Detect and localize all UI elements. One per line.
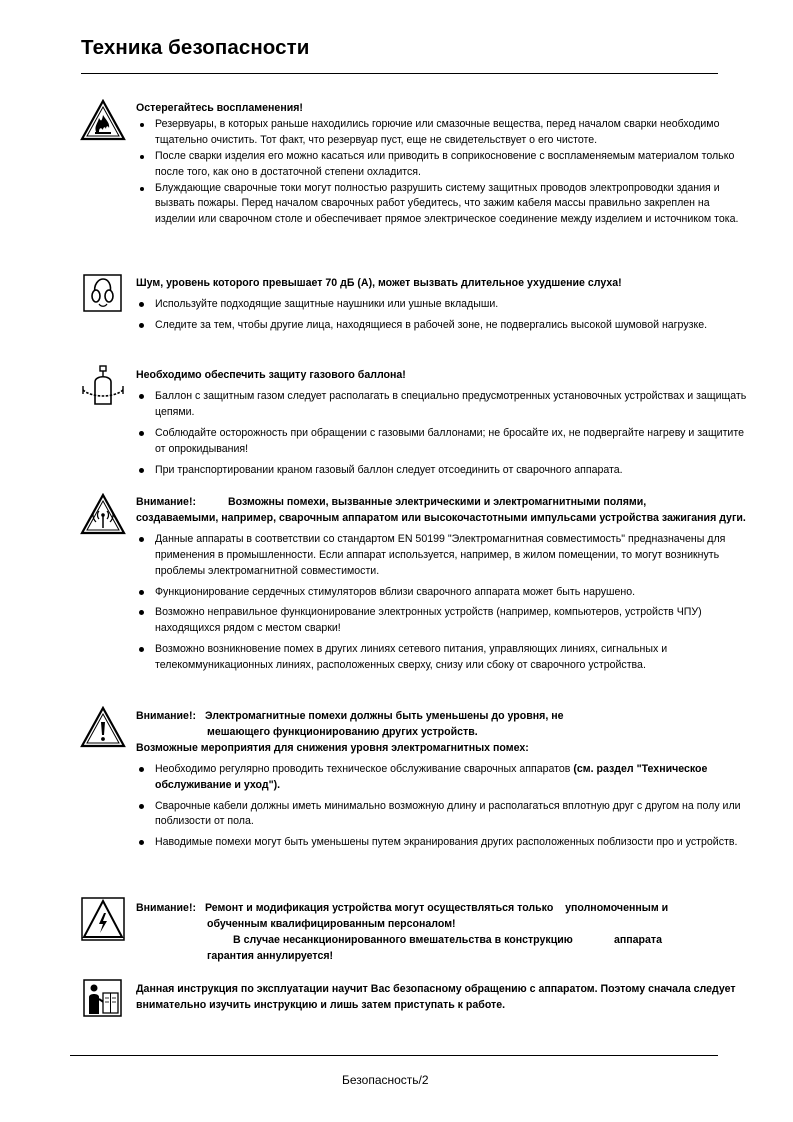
interference-heading-line1: Электромагнитные помехи должны быть уменьшены до уровня, не [205,710,564,722]
page-footer: Безопасность/2 [342,1073,429,1087]
header-divider [81,73,718,74]
gas-heading: Необходимо обеспечить защиту газового баллона! [136,369,406,381]
list-item: При транспортировании краном газовый баллон следует отсоединить от сварочного аппарата. [136,463,748,479]
list-item: Используйте подходящие защитные наушники или ушные вкладыши. [136,297,748,313]
list-item: После сварки изделия его можно касаться или приводить в соприкосновение с воспламеняемым материалом только после того, как оно в достаточной степени охладится. [136,149,748,181]
emf-heading-line1: Возможны помехи, вызванные электрическими и электромагнитными полями, [228,496,647,508]
repair-row-1 [136,901,748,917]
list-item: Резервуары, в которых раньше находились горючие или смазочные вещества, перед началом сварки необходимо тщательно очистить. Тот факт, что резервуар пуст, еще не свидетельствует о его чистоте. [136,117,748,149]
interference-item1-text: Необходимо регулярно проводить техническое обслуживание сварочных аппаратов [155,762,571,775]
repair-line1: Ремонт и модификация устройства могут осуществляться только уполномоченным и [205,902,669,914]
repair-line4: гарантия аннулируется! [207,949,334,962]
repair-line2: обученным квалифицированным персоналом! [207,917,456,930]
fire-section [136,101,748,228]
interference-label: Внимание!: [136,710,197,722]
noise-heading: Шум, уровень которого превышает 70 дБ (А), может вызвать длительное ухудшение слуха! [136,277,622,289]
emf-label: Внимание!: [136,496,197,508]
repair-section [136,901,748,965]
list-item: Наводимые помехи могут быть уменьшены путем экранирования других расположенных поблизости про и устройств. [136,835,748,851]
interference-heading-row [136,709,748,725]
list-item: Соблюдайте осторожность при обращении с газовыми баллонами; не бросайте их, не подвергайте нагреву и защитите от опрокидывания! [136,426,748,458]
exclamation-warning-icon [80,706,126,748]
list-item: Данные аппараты в соответствии со стандартом EN 50199 "Электромагнитная совместимость" предназначены для применения в промышленности. Если аппарат используется, например, в жилом помещении, то могут возникнуть проблемы электромагнитной совместимости. [136,532,748,580]
gas-section [136,368,748,478]
interference-item1-bold: (см. раздел "Техническое обслуживание и уход"). [155,762,708,791]
list-item: Возможно неправильное функционирование электронных устройств (например, компьютеров, устройств ЧПУ) находящихся рядом с местом сварки! [136,605,748,637]
emf-heading-rest: создаваемыми, например, сварочным аппаратом или высокочастотными импульсами устройства зажигания дуги. [136,511,746,524]
repair-label: Внимание!: [136,902,197,914]
ear-protection-icon [83,274,122,312]
footer-divider [70,1055,718,1056]
interference-subheading: Возможные мероприятия для снижения уровня электромагнитных помех: [136,741,529,754]
list-item: Сварочные кабели должны иметь минимально возможную длину и располагаться вплотную друг с другом на полу или поблизости от пола. [136,799,748,831]
list-item [136,762,748,794]
high-voltage-warning-icon [80,896,126,942]
list-item: Блуждающие сварочные токи могут полностью разрушить систему защитных проводов электропроводки здания и вызвать пожары. Перед началом сварочных работ убедитесь, что зажим кабеля массы правильно закреплен на изделии или сварочном столе и обеспечивает прямое электрическое соединение между изделием и источником тока. [136,181,748,229]
page-title: Техника безопасности [81,36,310,59]
gas-cylinder-icon [80,364,126,414]
interference-section [136,709,748,851]
repair-line3: В случае несанкционированного вмешательства в конструкцию аппарата [233,933,663,946]
list-item: Следите за тем, чтобы другие лица, находящиеся в рабочей зоне, не подвергались высокой шумовой нагрузке. [136,318,748,334]
electromagnetic-warning-icon [80,493,126,535]
emf-heading-row [136,495,748,511]
fire-heading: Остерегайтесь воспламенения! [136,102,303,114]
manual-text: Данная инструкция по эксплуатации научит Вас безопасному обращению с аппаратом. Поэтому сначала следует внимательно изучить инструкцию и лишь затем приступать к работе. [136,983,736,1011]
read-manual-icon [83,979,122,1017]
manual-section [136,982,736,1014]
noise-section [136,276,748,334]
list-item: Баллон с защитным газом следует располагать в специально предусмотренных установочных устройствах и защищать цепями. [136,389,748,421]
interference-heading-line2: мешающего функционированию других устройств. [207,725,478,738]
list-item: Функционирование сердечных стимуляторов вблизи сварочного аппарата может быть нарушено. [136,585,748,601]
fire-hazard-icon [80,99,126,141]
emf-section [136,495,748,674]
list-item: Возможно возникновение помех в других линиях сетевого питания, управляющих линиях, сигнальных и телекоммуникационных линиях, расположенных сверху, снизу или сбоку от сварочного устройства. [136,642,748,674]
